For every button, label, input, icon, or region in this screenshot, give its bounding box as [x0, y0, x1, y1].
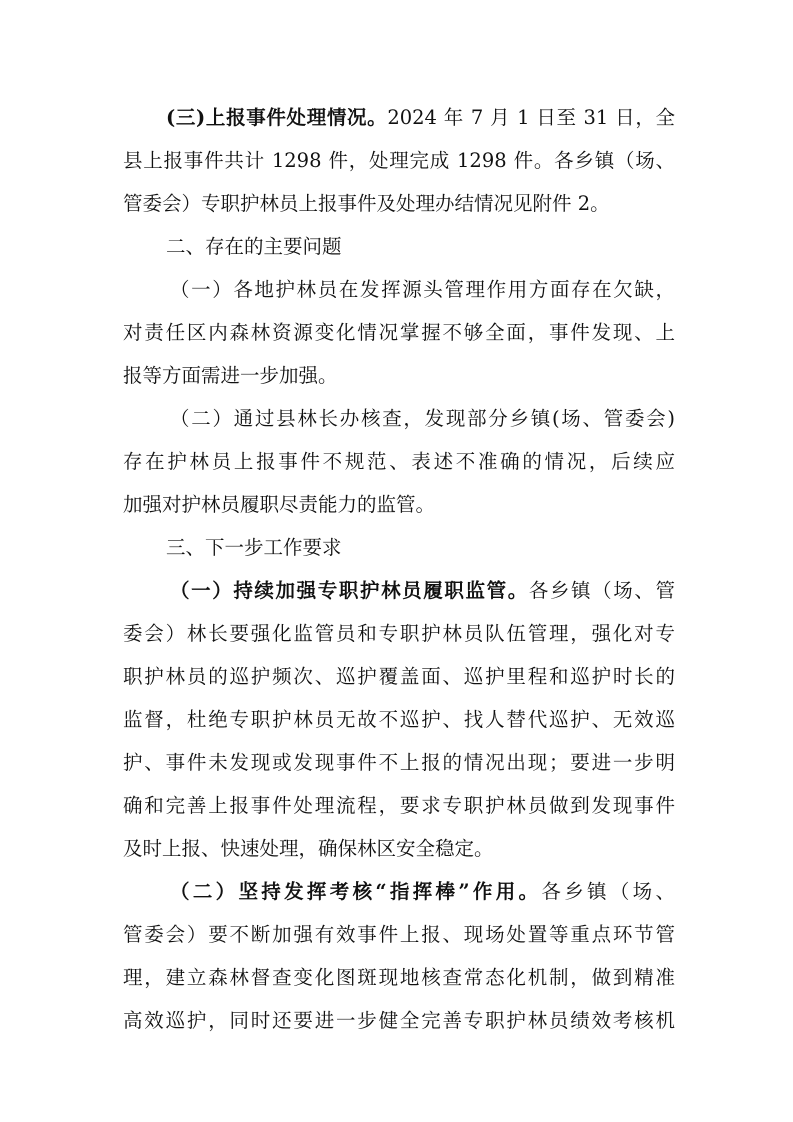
paragraph-reported-events-line-1	[0, 101, 793, 135]
requirement-2-text: 各乡镇（场、	[541, 880, 675, 903]
requirement-2-line-3: 理，建立森林督查变化图斑现地核查常态化机制，做到精准	[123, 966, 675, 989]
problem-1-line-2: 对责任区内森林资源变化情况掌握不够全面，事件发现、上	[123, 321, 675, 344]
problem-2-line-1: （二）通过县林长办核查，发现部分乡镇(场、管委会)	[170, 407, 675, 430]
requirement-2-line-1	[0, 875, 793, 909]
requirement-1-line-1	[0, 574, 793, 608]
problem-2-line-3: 加强对护林员履职尽责能力的监管。	[123, 493, 436, 516]
paragraph-heading: (三)上报事件处理情况。	[166, 106, 388, 129]
requirement-2-heading: （二）坚持发挥考核“指挥棒”作用。	[170, 880, 542, 903]
section-title-next-steps: 三、下一步工作要求	[166, 536, 342, 559]
problem-1-line-1: （一）各地护林员在发挥源头管理作用方面存在欠缺，	[170, 278, 675, 301]
requirement-1-line-5: 护、事件未发现或发现事件不上报的情况出现；要进一步明	[123, 751, 675, 774]
requirement-2-line-4: 高效巡护，同时还要进一步健全完善专职护林员绩效考核机	[123, 1009, 675, 1032]
requirement-1-line-7: 及时上报、快速处理，确保林区安全稳定。	[123, 837, 494, 860]
problem-2-line-2: 存在护林员上报事件不规范、表述不准确的情况，后续应	[123, 450, 675, 473]
requirement-1-line-6: 确和完善上报事件处理流程，要求专职护林员做到发现事件	[123, 794, 675, 817]
problem-1-line-3: 报等方面需进一步加强。	[123, 364, 338, 387]
section-title-problems: 二、存在的主要问题	[166, 235, 342, 258]
requirement-2-line-2: 管委会）要不断加强有效事件上报、现场处置等重点环节管	[123, 923, 675, 946]
paragraph-reported-events-line-3: 管委会）专职护林员上报事件及处理办结情况见附件 2。	[123, 192, 610, 215]
paragraph-text: 2024 年 7 月 1 日至 31 日，全	[387, 106, 675, 129]
requirement-1-line-3: 职护林员的巡护频次、巡护覆盖面、巡护里程和巡护时长的	[123, 665, 675, 688]
paragraph-reported-events-line-2: 县上报事件共计 1298 件，处理完成 1298 件。各乡镇（场、	[123, 149, 675, 172]
requirement-1-text: 各乡镇（场、管	[528, 579, 675, 602]
requirement-1-heading: （一）持续加强专职护林员履职监管。	[170, 579, 529, 602]
requirement-1-line-2: 委会）林长要强化监管员和专职护林员队伍管理，强化对专	[123, 622, 675, 645]
requirement-1-line-4: 监督，杜绝专职护林员无故不巡护、找人替代巡护、无效巡	[123, 708, 675, 731]
